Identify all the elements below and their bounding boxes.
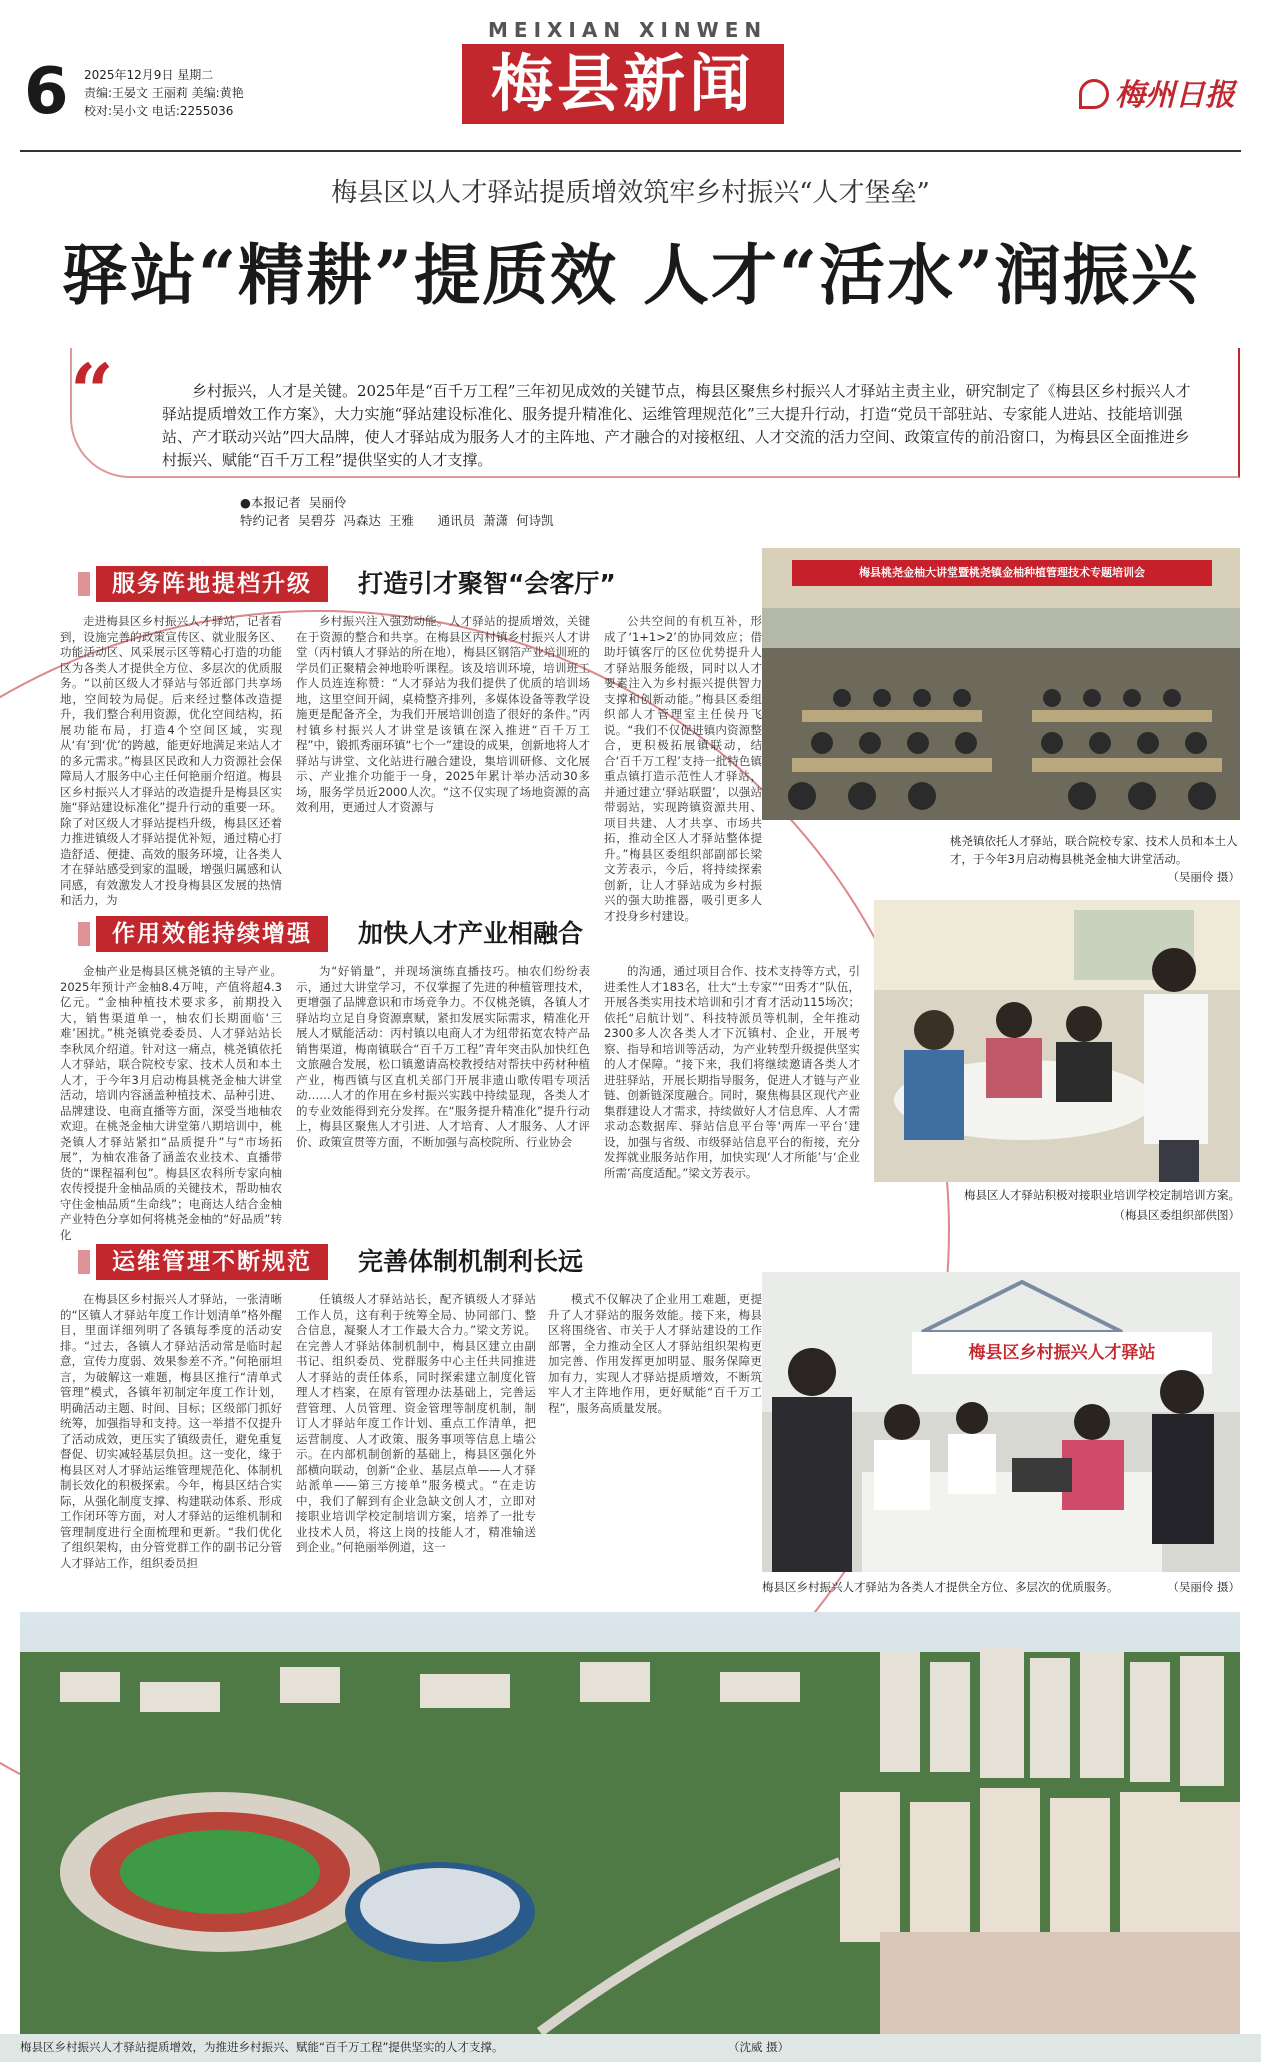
aerial-city-image: [20, 1612, 1240, 2034]
training-meeting-image: [874, 900, 1240, 1182]
photo-2-credit: （梅县区委组织部供图）: [1113, 1208, 1240, 1222]
section-2-col-3: 的沟通，通过项目合作、技术支持等方式，引进柔性人才183名，壮大“土专家”“田秀才”队伍，开展各类实用技术培训和引才育才活动115场次；依托“启航计划”、科技特派员等机制，全年推动2300多人次各类人才下沉镇村、企业，开展考察、指导和培训等活动，为产业转型升级提供坚实的人才保障。“接下来，我们将继续邀请各类人才进驻驿站，开展长期指导服务，促进人才链与产业链、创新链深度融合。同时，聚焦梅县区现代产业集群建设人才需求，持续做好人才信息库、人才需求动态数据库、驿站信息平台等‘两库一平台’建设，加强与省级、市级驿站信息平台的衔接，充分发挥就业服务站作用，加快实现‘人才所能’与‘企业所需’高度适配。”梁文芳表示。: [604, 964, 860, 1180]
photo-4-caption: 梅县区乡村振兴人才驿站提质增效，为推进乡村振兴、赋能“百千万工程”提供坚实的人才支撑。: [20, 2040, 504, 2054]
photo-service-desk: [762, 1272, 1240, 1572]
section-2-col-1: 金柚产业是梅县区桃尧镇的主导产业。2025年预计产金柚8.4万吨，产值将超4.3亿元。“金柚种植技术要求多，前期投入大，销售渠道单一，柚农们长期面临‘三难’困扰。”桃尧镇党委委员、人才驿站站长李秋凤介绍道。针对这一痛点，桃尧镇依托人才驿站，联合院校专家、技术人员和本土人才，于今年3月启动梅县桃尧金柚大讲堂活动，培训内容涵盖种植技术、品种引进、品牌建设、电商直播等方面，深受当地柚农欢迎。在桃尧金柚大讲堂第八期培训中，桃尧镇人才驿站紧扣“品质提升”与“市场拓展”，为柚农准备了涵盖农业技术、直播带货的“课程福利包”。梅县区农科所专家向柚农传授提升金柚品质的关键技术，帮助柚农守住金柚品质“生命线”；电商达人结合金柚产业特色分享如何将桃尧金柚的“好品质”转化: [60, 964, 282, 1242]
page-number: 6: [24, 55, 69, 129]
service-desk-image: [762, 1272, 1240, 1572]
photo-1-caption: 桃尧镇依托人才驿站，联合院校专家、技术人员和本土人才，于今年3月启动梅县桃尧金柚大讲堂活动。: [950, 834, 1238, 866]
section-3-col-3: 模式不仅解决了企业用工难题，更提升了人才驿站的服务效能。接下来，梅县区将围绕省、市关于人才驿站建设的工作部署，全力推动全区人才驿站组织架构更加完善、作用发挥更加明显、服务保障更加有力，实现人才驿站提质增效，不断筑牢人才主阵地作用，更好赋能“百千万工程”，服务高质量发展。: [548, 1292, 762, 1415]
byline-contributors: 特约记者 吴碧芬 冯森达 王雅 通讯员 萧潇 何诗凯: [240, 513, 554, 528]
photo-1-credit: （吴丽伶 摄）: [1167, 870, 1240, 884]
section-3-col-1: 在梅县区乡村振兴人才驿站，一张清晰的“区镇人才驿站年度工作计划清单”格外醒目，里面详细列明了各镇每季度的活动安排。“过去，各镇人才驿站活动常是临时起意，宣传力度弱、效果参差不齐。”何艳丽坦言，为破解这一难题，梅县区推行“清单式管理”模式，各镇年初制定年度工作计划，明确活动主题、时间、目标；区级部门抓好统筹，加强指导和支持。这一举措不仅提升了活动成效，更压实了镇级责任，避免重复督促、切实减轻基层负担。这一变化，缘于梅县区对人才驿站运维管理规范化、体制机制长效化的积极探索。今年，梅县区结合实际，从强化制度支撑、构建联动体系、形成工作闭环等方面，对人才驿站的运维机制和管理制度进行全面梳理和更新。“我们优化了组织架构，由分管党群工作的副书记分管人才驿站工作，组织委员担: [60, 1292, 282, 1570]
logo-text: 梅州日报: [1115, 78, 1235, 113]
photo-training-meeting: [874, 900, 1240, 1182]
lecture-hall-image: [762, 548, 1240, 820]
page-meta: [84, 66, 244, 120]
lecture-banner-text: 梅县桃尧金柚大讲堂暨桃尧镇金柚种植管理技术专题培训会: [859, 566, 1145, 579]
byline: [240, 494, 554, 530]
photo-3-caption: 梅县区乡村振兴人才驿站为各类人才提供全方位、多层次的优质服务。: [762, 1580, 1119, 1594]
section-2-tag: 作用效能持续增强: [96, 916, 328, 952]
photo-lecture-hall: [762, 548, 1240, 820]
lead-paragraph: 乡村振兴，人才是关键。2025年是“百千万工程”三年初见成效的关键节点，梅县区聚焦乡村振兴人才驿站主责主业，研究制定了《梅县区乡村振兴人才驿站提质增效工作方案》，大力实施“驿站建设标准化、服务提升精准化、运维管理规范化”三大提升行动，打造“党员干部驻站、专家能人进站、技能培训强站、产才联动兴站”四大品牌，使人才驿站成为服务人才的主阵地、产才融合的对接枢纽、人才交流的活力空间、政策宣传的前沿窗口，为梅县区全面推进乡村振兴、赋能“百千万工程”提供坚实的人才支撑。: [162, 382, 1191, 469]
logo-mark-icon: [1079, 79, 1109, 109]
section-3-heading: 完善体制机制利长远: [358, 1247, 584, 1276]
header-rule: [20, 150, 1241, 152]
section-name-cn: 梅县新闻: [462, 44, 784, 124]
section-1-col-2: 乡村振兴注入强劲动能。人才驿站的提质增效，关键在于资源的整合和共享。在梅县区丙村镇乡村振兴人才讲堂（丙村镇人才驿站的所在地），梅县区钢箔产业培训班的学员们正聚精会神地聆听课程。该及培训环境，培训班工作人员连连称赞：“人才驿站为我们提供了优质的培训场地，这里空间开阔，桌椅整齐排列，多媒体设备等教学设施更是配备齐全，为我们开展培训创造了很好的条件。”丙村镇乡村振兴人才讲堂是该镇在深入推进“百千万工程”中，锻抓秀丽环镇“七个一”建设的成果，创新地将人才驿站与讲堂、文化站进行融合建设，集培训研修、文化展示、产业推介功能于一身，2025年累计举办活动30多场，服务学员近2000人次。“这不仅实现了场地资源的高效利用，更通过人才资源与: [296, 614, 590, 814]
section-1-tag: 服务阵地提档升级: [96, 566, 328, 602]
section-2-heading: 加快人才产业相融合: [358, 919, 584, 948]
byline-reporter: ●本报记者 吴丽伶: [240, 495, 347, 510]
article-subtitle: 梅县区以人才驿站提质增效筑牢乡村振兴“人才堡垒”: [331, 178, 930, 208]
photo-4-credit: （沈威 摄）: [728, 2040, 790, 2054]
section-1-col-1: 走进梅县区乡村振兴人才驿站，记者看到，设施完善的政策宣传区、就业服务区、功能活动区、风采展示区等精心打造的功能区为各类人才提供全方位、多层次的优质服务。“以前区级人才驿站与邻近部门共享场地，空间较为局促。后来经过整体改造提升，我们整合利用资源，优化空间结构，拓展功能布局，打造4个空间区域，实现从‘有’到‘优’的跨越，能更好地满足来站人才的多元需求。”梅县区民政和人力资源社会保障局人才服务中心主任何艳丽介绍道。梅县区乡村振兴人才驿站的改造提升是梅县区实施“驿站建设标准化”提升行动的重要一环。除了对区级人才驿站提档升级，梅县区还着力推进镇级人才驿站提优补短，通过精心打造舒适、便捷、高效的服务环境，让各类人才在驿站感受到家的温暖，增强归属感和认同感，有效激发人才投身梅县区发展的热情和活力，为: [60, 614, 282, 907]
photo-2-caption: 梅县区人才驿站积极对接职业培训学校定制培训方案。: [964, 1188, 1240, 1202]
section-1-heading: 打造引才聚智“会客厅”: [358, 569, 616, 598]
section-3-tag: 运维管理不断规范: [96, 1244, 328, 1280]
station-sign-text: 梅县区乡村振兴人才驿站: [968, 1343, 1156, 1363]
section-name-en: MEIXIAN XINWEN: [488, 18, 768, 42]
photo-3-credit: （吴丽伶 摄）: [1167, 1580, 1240, 1594]
newspaper-logo: [1079, 70, 1235, 114]
editors-line: 责编:王晏文 王丽莉 美编:黄艳: [84, 86, 244, 100]
date-line: 2025年12月9日 星期二: [84, 68, 214, 82]
photo-aerial-city: [20, 1612, 1240, 2034]
section-3-col-2: 任镇级人才驿站站长，配齐镇级人才驿站工作人员，这有利于统筹全局、协同部门、整合信息，凝聚人才工作最大合力。”梁文芳说。在完善人才驿站体制机制中，梅县区建立由副书记、组织委员、党群服务中心主任共同推进人才驿站的责任体系，同时探索建立制度化管理人才档案，在原有管理办法基础上，完善运营管理、人员管理、资金管理等制度机制，制订人才驿站年度工作计划、重点工作清单，把运营制度、人才政策、服务事项等信息上墙公示。在内部机制创新的基础上，梅县区强化外部横向联动，创新“企业、基层点单——人才驿站派单——第三方接单”服务模式。“在走访中，我们了解到有企业急缺文创人才，立即对接职业培训学校定制培训方案，培养了一批专业技术人员，将这上岗的技能人才，精准输送到企业。”何艳丽举例道，这一: [296, 1292, 536, 1554]
quote-mark: “: [70, 347, 114, 436]
section-2-col-2: 为“好销量”，并现场演练直播技巧。柚农们纷纷表示，通过大讲堂学习，不仅掌握了先进的种植管理技术，更增强了品牌意识和市场竞争力。不仅桃尧镇，各镇人才驿站均立足自身资源禀赋，紧扣发展实际需求，精准化开展人才赋能活动：丙村镇以电商人才为纽带拓宽农特产品销售渠道，梅南镇联合“百千万工程”青年突击队加快红色文旅融合发展，松口镇邀请高校教授结对帮扶中药材种植产业，梅西镇与区直机关部门开展非遗山歌传唱专项活动……人才的作用在乡村振兴实践中持续显现，各类人才的专业效能得到充分发挥。在“服务提升精准化”提升行动上，梅县区聚焦人才引进、人才培育、人才服务、人才评价、政策宣贯等方面，不断加强与高校院所、行业协会: [296, 964, 590, 1149]
proof-line: 校对:吴小文 电话:2255036: [84, 104, 234, 118]
article-title: 驿站“精耕”提质效 人才“活水”润振兴: [62, 236, 1199, 314]
section-1-col-3: 公共空间的有机互补，形成了‘1+1>2’的协同效应；借助圩镇客厅的区位优势提升人才驿站服务能级，同时以人才要素注入为乡村振兴提供智力支撑和创新动能。”梅县区委组织部人才管理室主任侯丹飞说。“我们不仅促进镇内资源整合，更积极拓展镇联动，结合‘百千万工程’支持一批特色镇重点镇打造示范性人才驿站，并通过建立‘驿站联盟’，以强站带弱站，实现跨镇资源共用、项目共建、人才共享、市场共拓，推动全区人才驿站整体提升。”梅县区委组织部副部长梁文芳表示，今后，将持续探索创新，让人才驿站成为乡村振兴的强大助推器，吸引更多人才投身乡村建设。: [604, 614, 762, 923]
